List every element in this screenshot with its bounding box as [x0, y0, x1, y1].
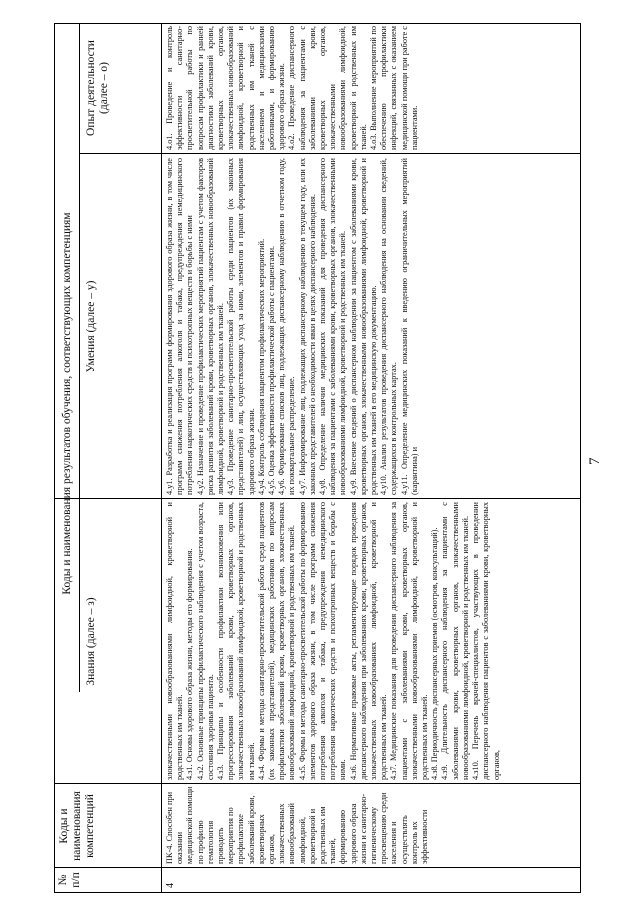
header-competence-codes: Коды и наименования компетенций: [58, 791, 96, 861]
skill-item: 4.у9. Внесение сведений о диспансерном наблюдении за пациентом с заболеваниями крови, кроветворных органов, злокачественными новообразованиями лимфоидной, кроветворной и родственных им тканей в его медицинскую документацию.: [348, 158, 379, 495]
header-number: № п/п: [57, 872, 82, 888]
experience-item: 4.о3. Выполнение мероприятий по обеспечению профилактики инфекций, связанных с оказанием медицинской помощи при работе с пациентами.: [369, 26, 419, 150]
skill-item: 4.у4. Контроль соблюдения пациентом профилактических мероприятий.: [256, 238, 266, 495]
header-learning-outcomes: Коды и наименования результатов обучения, соответствующих компетенциям: [61, 212, 73, 595]
header-knowledge: Знания (далее – з): [85, 597, 97, 686]
experience-cell: [165, 26, 577, 150]
knowledge-item: 4.з3. Принципы и особенности профилактики возникновения или прогрессирования заболеваний крови, кроветворных органов, злокачественных новообразований лимфоидной, кроветворной и родственных им тканей.: [216, 502, 256, 780]
column-divider: [55, 867, 580, 868]
skill-item: 4.у5. Оценка эффективности профилактической работы с пациентами.: [267, 245, 277, 495]
competence-table: [54, 23, 581, 893]
experience-item: 4.о1. Проведение и контроль эффективности санитарно-просветительной работы по вопросам профилактики и ранней диагностики заболеваний крови, кроветворных органов, злокачественных новообразований лимфоидной, кроветворной и родственных им тканей с населением и медицинскими работниками, и формированию здорового образа жизни.: [165, 26, 287, 150]
skill-item: 4.у11. Определение медицинских показаний к введению ограничительных мероприятий (карантина) и: [399, 158, 419, 495]
knowledge-item: 4.з1. Основы здорового образа жизни, методы его формирования.: [185, 548, 195, 780]
knowledge-prefix: злокачественными новообразованиями лимфоидной, кроветворной и родственных им тканей.: [165, 502, 185, 780]
knowledge-item: 4.з2. Основные принципы профилактического наблюдения с учетом возраста, состояния здоровья пациента.: [195, 502, 215, 780]
column-divider: [55, 783, 580, 784]
skill-item: 4.у10. Анализ результатов проведения диспансерного наблюдения на основании сведений, содержащихся в контрольных картах.: [379, 158, 399, 495]
knowledge-item: 4.з9. Длительность диспансерного наблюдения за пациентами с заболеваниями крови, кроветворных органов, злокачественными новообразованиями лимфоидной, кроветворной и родственных им тканей.: [440, 502, 470, 780]
knowledge-item: 4.з4. Формы и методы санитарно-просветительской работы среди пациентов (их законных представителей), медицинских работников по вопросам профилактики заболеваний крови, кроветворных органов, злокачественных новообразований лимфоидной, кроветворной и родственных им тканей.: [256, 502, 297, 780]
skill-item: 4.у6. Формирование списков лиц, подлежащих диспансерному наблюдению в отчетном году, их поквартальное распределение.: [277, 158, 297, 495]
skill-item: 4.у7. Информирование лиц, подлежащих диспансерному наблюдению в текущем году, или их законных представителей о необходимости явки в целях диспансерного наблюдения.: [297, 158, 317, 495]
experience-item: 4.о2. Проведение диспансерного наблюдения за пациентами с заболеваниями крови, кроветворных органов, злокачественными новообразованиями лимфоидной, кроветворной и родственных им тканей.: [287, 26, 368, 150]
knowledge-item: 4.з6. Нормативные правовые акты, регламентирующие порядок проведения диспансерного наблюдения при заболеваниях крови, кроветворных органов, злокачественных новообразованиях лимфоидной, кроветворной и родственных им тканей.: [348, 502, 389, 780]
page-number: 7: [587, 457, 603, 465]
knowledge-item: 4.з5. Формы и методы санитарно-просветительской работы по формированию элементов здорового образа жизни, в том числе программ снижения потребления алкоголя и табака, предупреждения немедицинского потребления наркотических средств и психотропных веществ и борьбы с ними.: [297, 502, 348, 780]
header-skills: Умения (далее – у): [85, 280, 97, 373]
skills-cell: [165, 158, 577, 495]
skill-item: 4.у3. Проведение санитарно-просветительской работы среди пациентов (их законных представителей) и лиц, осуществляющих уход за ними, элементов и правил формирования здорового образа жизни.: [226, 158, 256, 495]
knowledge-item: 4.з10. Перечень врачей-специалистов, участвующих в проведении диспансерного наблюдения пациентов с заболеваниями крови, кроветворных органов,: [471, 502, 501, 780]
competence-text: ПК-4. Способен при оказании медицинской помощи по профилю гематология проводить мероприятия по профилактике заболеваний крови, кроветворных органов, злокачественных новообразований лимфоидной, кроветворной и родственных им тканей, формированию здорового образа жизни и санитарно-гигиеническому просвещению среди населения и осуществлять контроль их эффективности: [165, 786, 430, 864]
column-divider: [55, 498, 580, 499]
knowledge-item: 4.з8. Периодичность диспансерных приемов (осмотров, консультаций).: [430, 527, 440, 780]
skill-item: 4.у8. Определение наличия медицинских показаний для проведения диспансерного наблюдения за пациентами с заболеваниями крови, кроветворных органов, злокачественными новообразованиями лимфоидной, кроветворной и родственных им тканей.: [318, 158, 348, 495]
column-divider: [79, 153, 580, 154]
competence-cell: [165, 786, 575, 864]
knowledge-item: 4.з7. Медицинские показания для проведения диспансерного наблюдения за пациентами с заболеваниями крови, кроветворных органов, злокачественными новообразованиями лимфоидной, кроветворной и родственных им тканей.: [389, 502, 430, 780]
skill-item: 4.у1. Разработка и реализация программ формирования здорового образа жизни, в том числе программ снижения потребления алкоголя и табака, предупреждения немедицинского потребления наркотических средств и психотропных веществ и борьбы с ними: [165, 158, 195, 495]
row-number: 4: [165, 883, 176, 888]
knowledge-cell: [165, 502, 577, 780]
header-experience: Опыт деятельности (далее – о): [85, 40, 110, 136]
skill-item: 4.у2. Назначение и проведение профилактических мероприятий пациентам с учетом факторов риска развития заболеваний крови, кроветворных органов, злокачественных новообразований лимфоидной, кроветворной и родственных им тканей.: [195, 158, 226, 495]
header-group-divider: [79, 24, 80, 692]
